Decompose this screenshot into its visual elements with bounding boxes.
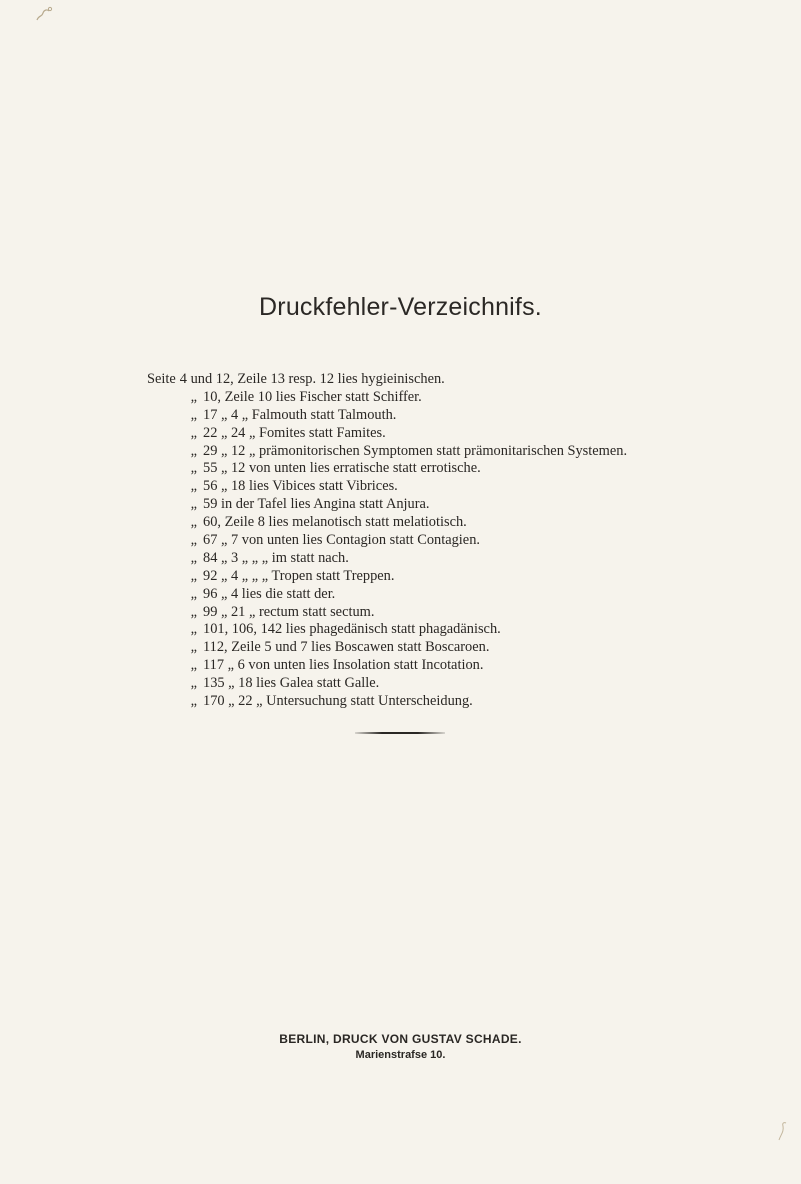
- errata-prefix: Seite: [147, 371, 176, 387]
- errata-text: 135 „ 18 lies Galea statt Galle.: [203, 675, 380, 692]
- errata-prefix: „: [190, 621, 197, 638]
- errata-text: 4 und 12, Zeile 13 resp. 12 lies hygieinischen.: [179, 371, 445, 387]
- errata-text: 29 „ 12 „ prämonitorischen Symptomen statt prämonitarischen Systemen.: [203, 442, 628, 459]
- errata-prefix: „: [190, 514, 197, 531]
- printer-imprint: BERLIN, DRUCK VON GUSTAV SCHADE.: [279, 1032, 522, 1046]
- errata-text: 10, Zeile 10 lies Fischer statt Schiffer.: [203, 388, 422, 405]
- errata-prefix: „: [190, 567, 197, 584]
- errata-text: 60, Zeile 8 lies melanotisch statt melatiotisch.: [203, 514, 467, 531]
- paper-mark-icon: [34, 6, 54, 24]
- errata-prefix: „: [190, 424, 197, 441]
- errata-text: 84 „ 3 „ „ „ im statt nach.: [203, 549, 349, 566]
- errata-prefix: „: [190, 478, 197, 495]
- errata-prefix: „: [190, 442, 197, 459]
- errata-row: [147, 604, 627, 622]
- errata-text: 22 „ 24 „ Fomites statt Famites.: [203, 424, 386, 441]
- errata-row: [147, 425, 627, 443]
- errata-row: [147, 532, 627, 550]
- errata-row: [147, 496, 627, 514]
- errata-text: 17 „ 4 „ Falmouth statt Talmouth.: [203, 406, 397, 423]
- errata-prefix: „: [190, 496, 197, 513]
- errata-text: 92 „ 4 „ „ „ Tropen statt Treppen.: [203, 567, 395, 584]
- errata-row: [147, 693, 627, 711]
- errata-row: [147, 639, 627, 657]
- errata-row: [147, 371, 627, 389]
- errata-list: [147, 371, 627, 711]
- errata-row: [147, 460, 627, 478]
- errata-prefix: „: [190, 585, 197, 602]
- errata-row: [147, 407, 627, 425]
- errata-text: 99 „ 21 „ rectum statt sectum.: [203, 603, 375, 620]
- errata-text: 67 „ 7 von unten lies Contagion statt Contagien.: [203, 532, 480, 549]
- errata-prefix: „: [190, 639, 197, 656]
- errata-prefix: „: [190, 693, 197, 710]
- errata-text: 170 „ 22 „ Untersuchung statt Unterscheidung.: [203, 693, 473, 710]
- errata-prefix: „: [190, 460, 197, 477]
- errata-row: [147, 621, 627, 639]
- errata-row: [147, 478, 627, 496]
- errata-text: 59 in der Tafel lies Angina statt Anjura.: [203, 496, 430, 513]
- errata-prefix: „: [190, 603, 197, 620]
- errata-row: [147, 550, 627, 568]
- errata-row: [147, 586, 627, 604]
- errata-text: 101, 106, 142 lies phagedänisch statt phagadänisch.: [203, 621, 501, 638]
- errata-text: 55 „ 12 von unten lies erratische statt errotische.: [203, 460, 481, 477]
- errata-prefix: „: [190, 549, 197, 566]
- page-title: Druckfehler-Verzeichnifs.: [259, 293, 542, 321]
- errata-row: [147, 389, 627, 407]
- errata-row: [147, 675, 627, 693]
- errata-prefix: „: [190, 657, 197, 674]
- divider-rule: [355, 732, 445, 734]
- errata-prefix: „: [190, 388, 197, 405]
- errata-prefix: „: [190, 675, 197, 692]
- printer-address: Marienstrafse 10.: [355, 1049, 446, 1061]
- paper-mark-icon: [775, 1120, 789, 1142]
- errata-text: 96 „ 4 lies die statt der.: [203, 585, 336, 602]
- errata-text: 56 „ 18 lies Vibices statt Vibrices.: [203, 478, 398, 495]
- errata-row: [147, 443, 627, 461]
- errata-text: 112, Zeile 5 und 7 lies Boscawen statt Boscaroen.: [203, 639, 490, 656]
- errata-text: 117 „ 6 von unten lies Insolation statt Incotation.: [203, 657, 484, 674]
- errata-row: [147, 568, 627, 586]
- errata-row: [147, 514, 627, 532]
- errata-prefix: „: [190, 532, 197, 549]
- errata-prefix: „: [190, 406, 197, 423]
- errata-row: [147, 657, 627, 675]
